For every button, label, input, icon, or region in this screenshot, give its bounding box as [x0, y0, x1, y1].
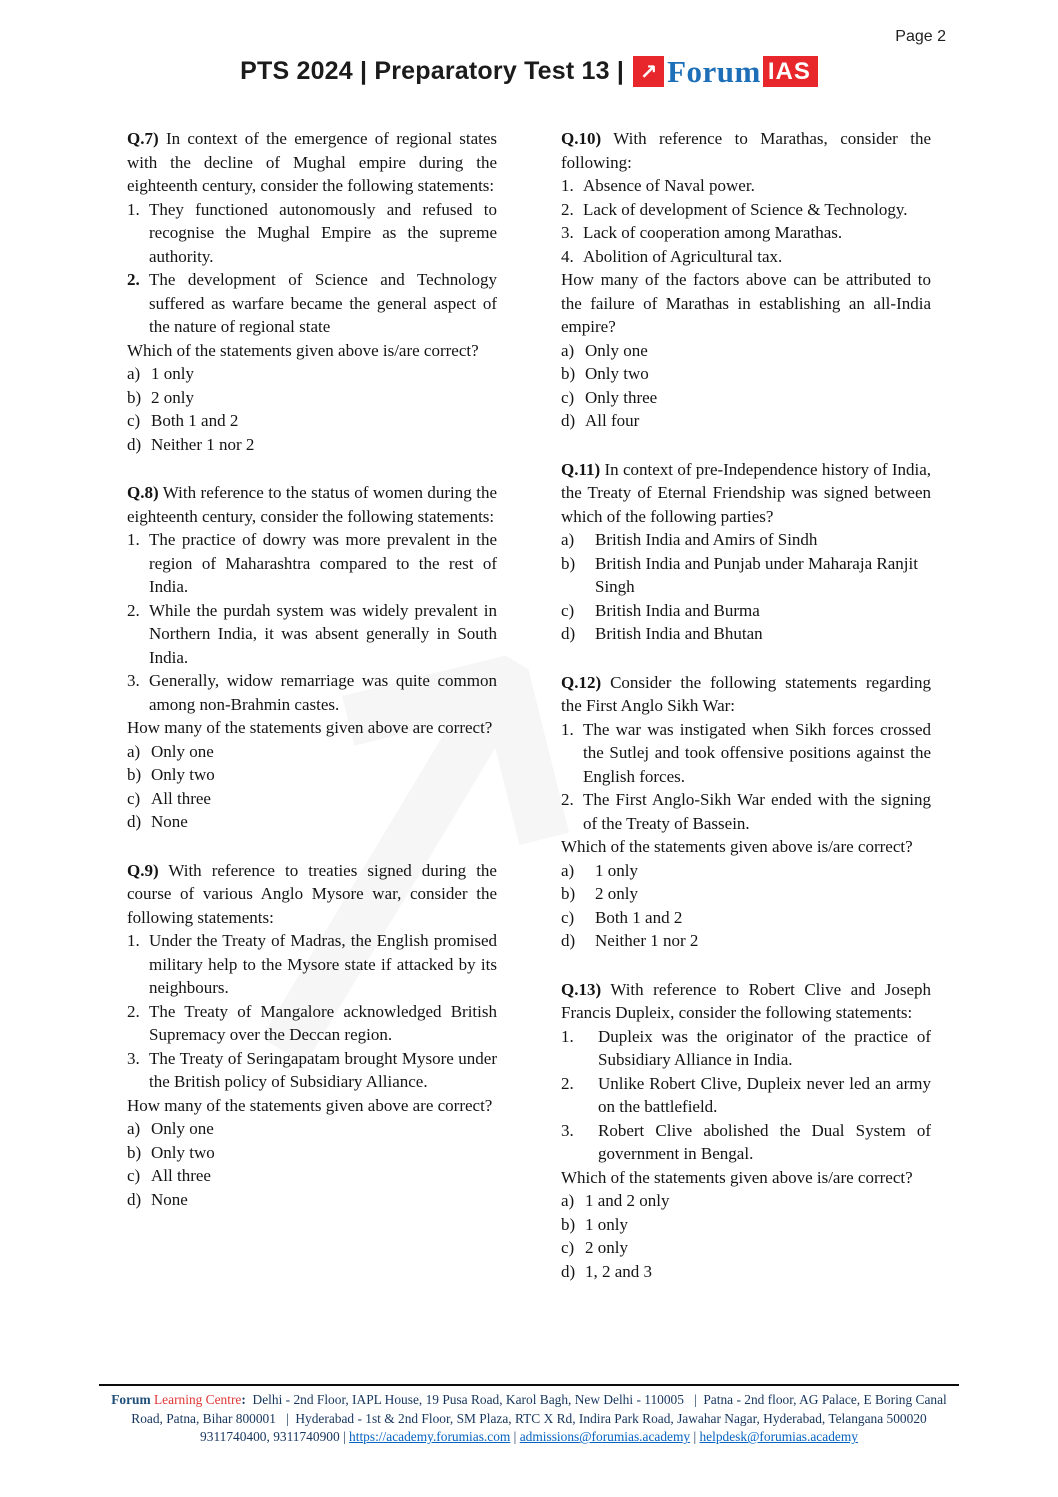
footer-contact-line	[99, 1428, 959, 1447]
option-item	[127, 433, 497, 457]
option-text: Neither 1 nor 2	[151, 434, 255, 454]
statement-item	[561, 1072, 931, 1119]
option-item	[561, 1260, 931, 1284]
statement-item	[561, 198, 931, 222]
option-item	[561, 386, 931, 410]
option-item	[561, 552, 931, 599]
statement-text: Generally, widow remarriage was quite common among non-Brahmin castes.	[149, 671, 497, 714]
statement-item	[127, 1000, 497, 1047]
statement-number: 4.	[561, 246, 574, 266]
option-item	[127, 1141, 497, 1165]
option-label: d)	[561, 624, 576, 643]
option-label: d)	[561, 411, 576, 430]
option-text: Only one	[151, 1119, 214, 1138]
option-label: c)	[127, 788, 141, 808]
option-label: a)	[561, 530, 575, 549]
statement-item	[561, 174, 931, 198]
option-text: British India and Punjab under Maharaja Ranjit Singh	[595, 553, 918, 596]
statement-number: 1.	[561, 176, 574, 195]
option-item	[127, 1164, 497, 1188]
question-stem: Which of the statements given above is/are correct?	[561, 837, 913, 856]
statement-text: The First Anglo-Sikh War ended with the signing of the Treaty of Bassein.	[583, 790, 931, 833]
option-item	[561, 409, 931, 433]
statement-text: Dupleix was the originator of the practice of Subsidiary Alliance in India.	[598, 1026, 931, 1069]
option-item	[561, 339, 931, 363]
question-number: Q.8)	[127, 483, 159, 502]
option-item	[127, 1188, 497, 1212]
option-label: c)	[127, 411, 141, 430]
option-text: All four	[585, 411, 640, 430]
option-item	[561, 859, 931, 883]
statement-text: Lack of development of Science & Technology.	[583, 199, 908, 219]
statement-item	[561, 788, 931, 835]
option-text: 1, 2 and 3	[585, 1261, 653, 1281]
question-block	[127, 859, 497, 1212]
page-footer	[99, 1384, 959, 1447]
statement-number: 3.	[561, 1120, 574, 1140]
footer-colon: :	[241, 1392, 253, 1407]
option-label: a)	[127, 741, 141, 761]
option-text: 1 only	[595, 860, 638, 880]
question-block	[561, 978, 931, 1284]
option-label: b)	[561, 884, 576, 903]
option-label: b)	[561, 1214, 576, 1234]
footer-phones: 9311740400, 9311740900	[200, 1429, 340, 1445]
statement-number: 3.	[127, 671, 140, 690]
option-text: 2 only	[585, 1238, 628, 1257]
option-label: c)	[127, 1166, 141, 1185]
option-label: d)	[127, 1189, 142, 1209]
option-text: British India and Burma	[595, 600, 760, 620]
footer-link-helpdesk[interactable]: helpdesk@forumias.academy	[699, 1429, 858, 1445]
statement-number: 2.	[127, 270, 140, 289]
statement-item	[127, 929, 497, 1000]
option-label: a)	[561, 860, 575, 880]
option-item	[561, 362, 931, 386]
question-intro-text: With reference to Marathas, consider the following:	[561, 129, 931, 172]
question-intro	[561, 671, 931, 718]
header	[0, 56, 1058, 87]
question-stem: How many of the statements given above are correct?	[127, 718, 493, 737]
statement-number: 2.	[561, 199, 574, 219]
footer-brand: Forum	[111, 1392, 151, 1407]
option-label: c)	[561, 1238, 575, 1257]
logo-text-ias: IAS	[763, 56, 818, 87]
forumias-logo	[633, 56, 818, 87]
statement-number: 3.	[127, 1048, 140, 1068]
option-label: b)	[561, 553, 576, 573]
option-text: None	[151, 812, 188, 831]
option-text: Both 1 and 2	[151, 411, 239, 430]
page-number: Page 2	[895, 28, 946, 45]
question-number: Q.10)	[561, 129, 602, 148]
statement-number: 2.	[561, 790, 574, 809]
statement-item	[561, 1025, 931, 1072]
footer-link-admissions[interactable]: admissions@forumias.academy	[519, 1429, 691, 1445]
option-item	[561, 622, 931, 646]
footer-separator: |	[510, 1429, 520, 1445]
option-label: d)	[561, 1261, 576, 1281]
question-intro	[561, 458, 931, 529]
option-text: Only three	[585, 387, 658, 407]
statement-item	[561, 1119, 931, 1166]
option-label: b)	[127, 1142, 142, 1162]
option-label: a)	[127, 364, 141, 383]
option-text: All three	[151, 788, 211, 808]
question-intro	[127, 127, 497, 198]
option-label: d)	[127, 434, 142, 454]
option-label: a)	[127, 1119, 141, 1138]
question-number: Q.7)	[127, 129, 159, 148]
statement-item	[561, 245, 931, 269]
arrow-up-right-icon: ↗	[633, 56, 664, 87]
statement-number: 1.	[561, 1026, 574, 1046]
option-item	[127, 409, 497, 433]
option-text: Both 1 and 2	[595, 907, 683, 927]
question-block	[561, 458, 931, 646]
statement-text: While the purdah system was widely prevalent in Northern India, it was absent generally in South India.	[149, 600, 497, 667]
option-text: 1 only	[151, 364, 194, 383]
question-number: Q.9)	[127, 860, 159, 880]
option-label: a)	[561, 1191, 575, 1210]
option-text: Only two	[151, 1142, 215, 1162]
option-text: Only two	[151, 765, 215, 784]
statement-number: 1.	[127, 530, 140, 549]
question-stem: Which of the statements given above is/are correct?	[561, 1167, 913, 1187]
statement-text: Unlike Robert Clive, Dupleix never led an army on the battlefield.	[598, 1073, 931, 1116]
question-number: Q.13)	[561, 979, 602, 999]
option-label: b)	[127, 387, 142, 407]
question-block	[127, 481, 497, 834]
option-item	[127, 740, 497, 764]
question-intro	[561, 978, 931, 1025]
question-intro	[561, 127, 931, 174]
option-label: d)	[561, 931, 576, 950]
option-text: 1 and 2 only	[585, 1191, 670, 1210]
question-intro-text: Consider the following statements regarding the First Anglo Sikh War:	[561, 672, 931, 715]
option-item	[127, 1117, 497, 1141]
statement-text: Absence of Naval power.	[583, 176, 755, 195]
statement-text: Lack of cooperation among Marathas.	[583, 223, 843, 242]
option-label: c)	[561, 600, 575, 620]
statement-item	[127, 528, 497, 599]
footer-address-text: Delhi - 2nd Floor, IAPL House, 19 Pusa Road, Karol Bagh, New Delhi - 110005 | Patna - 2nd floor, AG Palace, E Boring Canal Road, Patna, Bihar 800001 | Hyderabad - 1st & 2nd Floor, SM Plaza, RTC X Rd, Indira Park Road, Jawahar Nagar, Hyderabad, Telangana 500020	[131, 1392, 951, 1426]
statement-item	[561, 221, 931, 245]
option-item	[127, 787, 497, 811]
option-item	[561, 882, 931, 906]
option-item	[561, 1189, 931, 1213]
footer-address-line	[99, 1391, 959, 1428]
statement-number: 2.	[561, 1073, 574, 1093]
option-item	[561, 1236, 931, 1260]
statement-item	[127, 669, 497, 716]
option-text: Neither 1 nor 2	[595, 931, 699, 950]
statement-text: Under the Treaty of Madras, the English promised military help to the Mysore state if attacked by its neighbours.	[149, 931, 497, 997]
option-item	[561, 929, 931, 953]
statement-text: The Treaty of Seringapatam brought Mysore under the British policy of Subsidiary Alliance.	[149, 1048, 497, 1091]
option-item	[561, 599, 931, 623]
question-block	[127, 127, 497, 456]
option-text: All three	[151, 1166, 211, 1185]
statement-number: 1.	[127, 199, 140, 219]
statement-number: 2.	[127, 600, 140, 620]
statement-item	[127, 268, 497, 339]
option-item	[127, 763, 497, 787]
option-item	[561, 906, 931, 930]
question-block	[561, 127, 931, 433]
option-text: British India and Amirs of Sindh	[595, 530, 818, 549]
question-columns	[127, 127, 931, 1308]
option-label: b)	[127, 765, 142, 784]
statement-number: 3.	[561, 223, 574, 242]
logo-text-forum: Forum	[667, 54, 761, 89]
option-item	[127, 362, 497, 386]
option-text: None	[151, 1189, 188, 1209]
right-column	[561, 127, 931, 1308]
question-intro-text: With reference to the status of women during the eighteenth century, consider the following statements:	[127, 483, 497, 526]
question-stem: How many of the factors above can be attributed to the failure of Marathas in establishing an all-India empire?	[561, 270, 931, 336]
option-text: 2 only	[151, 387, 194, 407]
statement-text: Abolition of Agricultural tax.	[583, 246, 783, 266]
option-text: 2 only	[595, 884, 638, 903]
question-intro-text: In context of the emergence of regional states with the decline of Mughal empire during the eighteenth century, consider the following statements:	[127, 129, 498, 195]
option-label: c)	[561, 387, 575, 407]
option-item	[127, 810, 497, 834]
option-text: 1 only	[585, 1214, 628, 1234]
question-intro	[127, 481, 497, 528]
question-intro-text: In context of pre-Independence history of India, the Treaty of Eternal Friendship was signed between which of the following parties?	[561, 459, 932, 526]
question-number: Q.12)	[561, 672, 602, 692]
left-column	[127, 127, 497, 1308]
statement-item	[127, 599, 497, 670]
option-item	[561, 528, 931, 552]
statement-number: 2.	[127, 1001, 140, 1021]
footer-link-website[interactable]: https://academy.forumias.com	[349, 1429, 511, 1445]
question-intro	[127, 859, 497, 930]
option-text: British India and Bhutan	[595, 624, 763, 643]
option-item	[127, 386, 497, 410]
option-text: Only one	[151, 741, 214, 761]
statement-text: They functioned autonomously and refused to recognise the Mughal Empire as the supreme authority.	[149, 199, 497, 266]
statement-number: 1.	[561, 719, 574, 739]
question-stem: How many of the statements given above are correct?	[127, 1095, 493, 1115]
statement-text: The Treaty of Mangalore acknowledged British Supremacy over the Deccan region.	[149, 1001, 497, 1044]
footer-separator: |	[690, 1429, 700, 1445]
option-text: Only one	[585, 340, 648, 360]
footer-centre-label: Learning Centre	[150, 1392, 242, 1407]
statement-number: 1.	[127, 931, 140, 950]
option-label: d)	[127, 812, 142, 831]
option-item	[561, 1213, 931, 1237]
option-label: c)	[561, 907, 575, 927]
question-number: Q.11)	[561, 459, 601, 479]
statement-text: The development of Science and Technology suffered as warfare became the general aspect of the nature of regional state	[149, 270, 497, 336]
statement-item	[561, 718, 931, 789]
option-label: a)	[561, 340, 575, 360]
statement-text: The practice of dowry was more prevalent in the region of Maharashtra compared to the rest of India.	[149, 530, 497, 596]
option-label: b)	[561, 364, 576, 383]
statement-text: The war was instigated when Sikh forces crossed the Sutlej and took offensive positions against the English forces.	[583, 719, 931, 786]
footer-separator: |	[339, 1429, 350, 1445]
option-text: Only two	[585, 364, 649, 383]
page-title: PTS 2024 | Preparatory Test 13 |	[240, 57, 625, 85]
question-block	[561, 671, 931, 953]
statement-item	[127, 198, 497, 269]
question-stem: Which of the statements given above is/are correct?	[127, 340, 479, 360]
question-intro-text: With reference to Robert Clive and Joseph Francis Dupleix, consider the following statements:	[561, 979, 931, 1022]
statement-text: Robert Clive abolished the Dual System of government in Bengal.	[598, 1120, 931, 1163]
question-intro-text: With reference to treaties signed during the course of various Anglo Mysore war, consider the following statements:	[127, 860, 497, 927]
statement-item	[127, 1047, 497, 1094]
